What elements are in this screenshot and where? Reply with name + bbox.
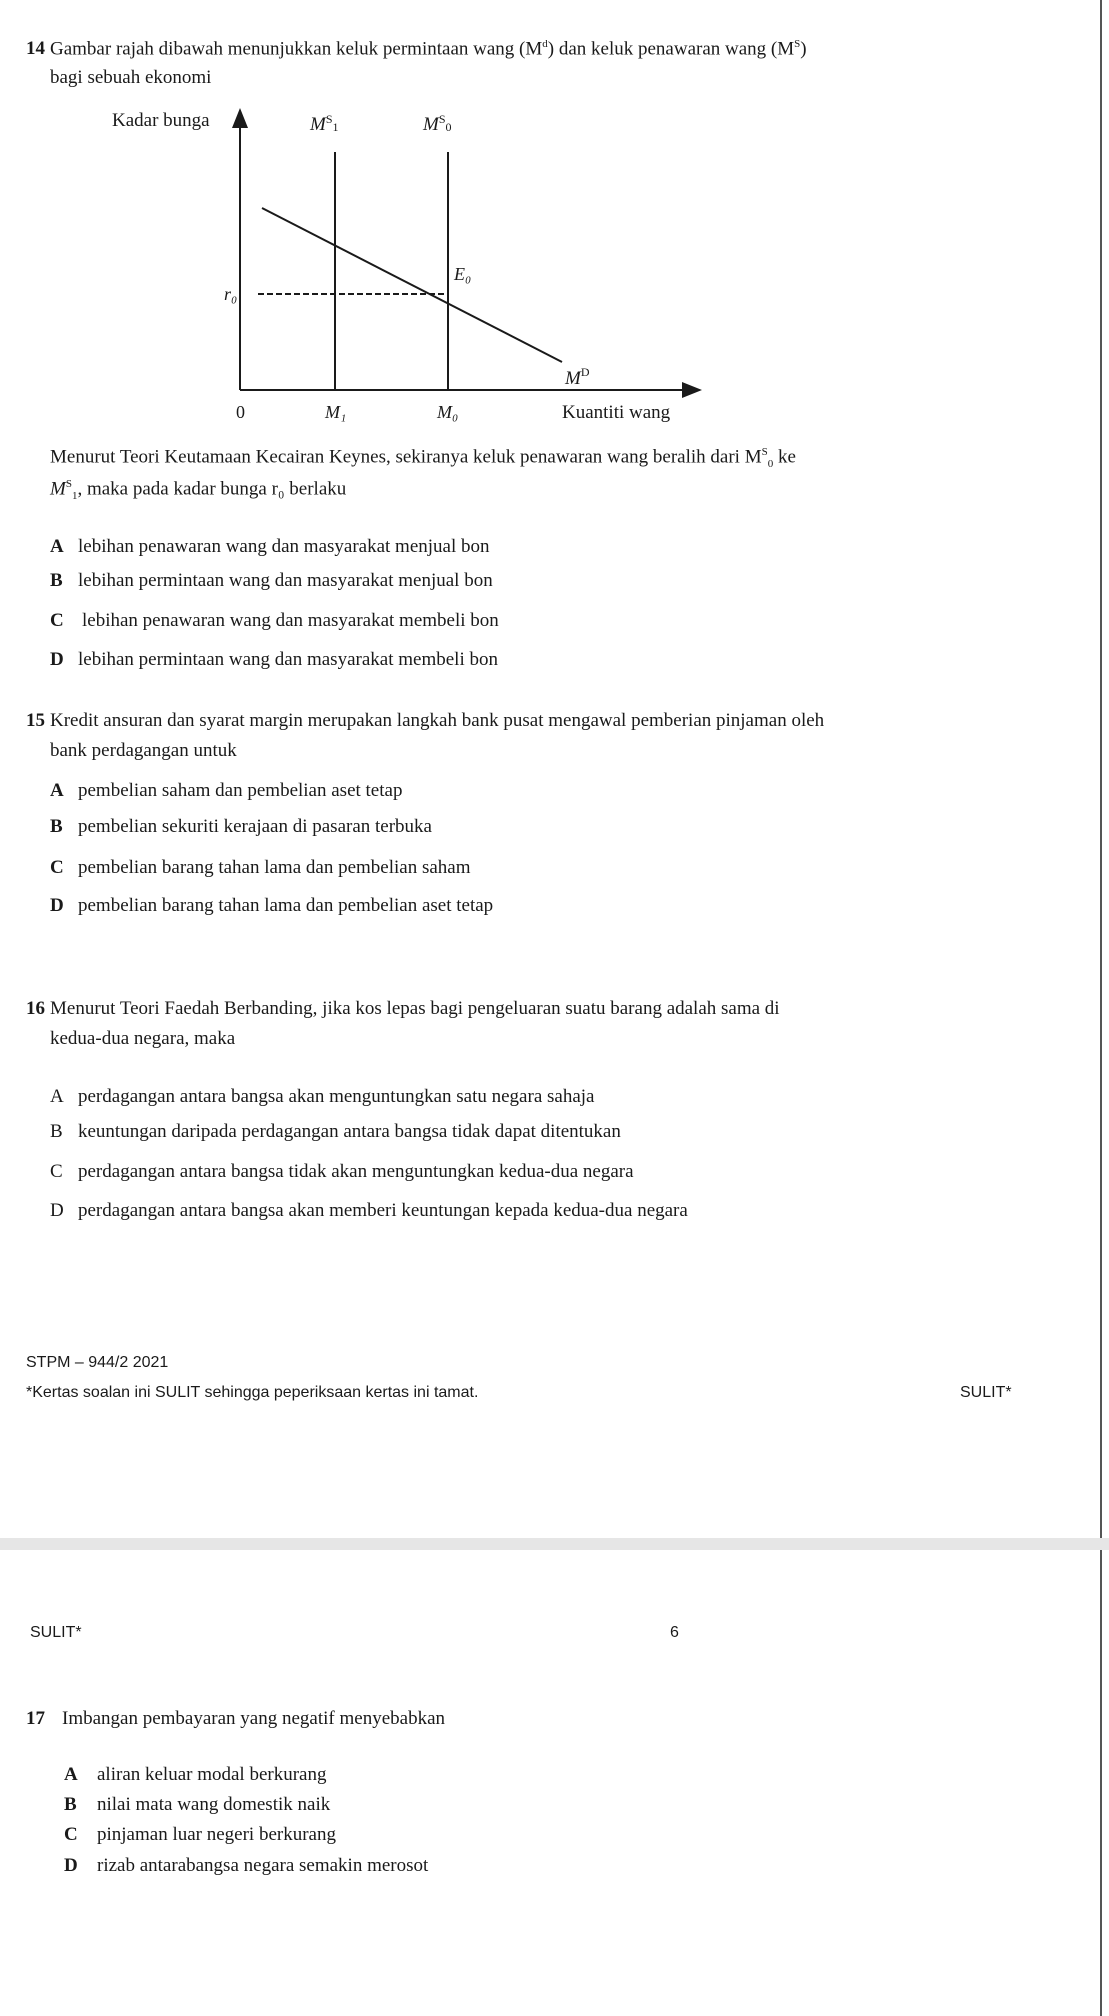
- option-b[interactable]: [64, 1794, 330, 1816]
- y-axis-label: Kadar bunga: [112, 110, 210, 131]
- option-letter: D: [50, 649, 64, 670]
- question-text-line: bagi sebuah ekonomi: [50, 67, 212, 88]
- option-letter: A: [50, 1086, 64, 1107]
- option-a[interactable]: [50, 1086, 594, 1108]
- option-d[interactable]: [64, 1855, 428, 1877]
- sulit-label: SULIT*: [30, 1624, 82, 1641]
- text: ) dan keluk penawaran wang (M: [547, 38, 795, 60]
- text: ): [800, 38, 807, 60]
- sup: S: [794, 38, 801, 50]
- sup: d: [542, 38, 548, 50]
- option-text: perdagangan antara bangsa akan menguntungkan satu negara sahaja: [78, 1086, 595, 1107]
- sup: S: [761, 446, 768, 458]
- question-text-line: Menurut Teori Faedah Berbanding, jika kos lepas bagi pengeluaran suatu barang adalah sama di: [50, 998, 780, 1019]
- x-axis-label: Kuantiti wang: [562, 402, 671, 423]
- page-right-border: [1100, 0, 1102, 2016]
- option-c[interactable]: [64, 1824, 336, 1846]
- question-number: 14: [26, 38, 45, 59]
- option-letter: C: [50, 610, 64, 631]
- option-letter: C: [50, 1161, 63, 1182]
- option-letter: A: [64, 1764, 78, 1785]
- option-letter: B: [50, 570, 63, 591]
- option-text: pembelian barang tahan lama dan pembelian saham: [78, 857, 471, 878]
- text: M: [50, 478, 66, 500]
- question-text-line: kedua-dua negara, maka: [50, 1028, 236, 1049]
- option-text: nilai mata wang domestik naik: [97, 1794, 331, 1815]
- option-text: perdagangan antara bangsa akan memberi keuntungan kepada kedua-dua negara: [78, 1200, 688, 1221]
- md-label: $M^D$: [565, 365, 590, 389]
- text: , maka pada kadar bunga r₀ berlaku: [77, 478, 347, 500]
- option-letter: C: [50, 857, 64, 878]
- r0-label: r₀: [224, 284, 238, 304]
- option-c[interactable]: [50, 610, 499, 632]
- option-c[interactable]: [50, 857, 471, 879]
- option-letter: A: [50, 536, 64, 557]
- m0-label: M₀: [437, 402, 459, 422]
- question-text-line: bank perdagangan untuk: [50, 740, 237, 761]
- question-text-line: [50, 38, 807, 60]
- sub: 0: [767, 458, 774, 471]
- option-text: lebihan penawaran wang dan masyarakat menjual bon: [78, 536, 490, 557]
- sulit-label: SULIT*: [960, 1384, 1012, 1401]
- option-text: lebihan penawaran wang dan masyarakat membeli bon: [82, 610, 499, 631]
- option-letter: A: [50, 780, 64, 801]
- exam-code: STPM – 944/2 2021: [26, 1354, 169, 1371]
- option-letter: D: [50, 895, 64, 916]
- question-number: 15: [26, 710, 45, 731]
- md-curve: [262, 208, 562, 362]
- option-d[interactable]: [50, 649, 498, 671]
- text: Menurut Teori Keutamaan Kecairan Keynes, sekiranya keluk penawaran wang beralih dari M: [50, 446, 762, 468]
- page-separator: [0, 1538, 1109, 1550]
- option-letter: B: [50, 1121, 63, 1142]
- option-text: lebihan permintaan wang dan masyarakat menjual bon: [78, 570, 493, 591]
- question-number: 16: [26, 998, 45, 1019]
- e0-label: E₀: [454, 264, 472, 284]
- option-letter: D: [50, 1200, 64, 1221]
- option-d[interactable]: [50, 895, 493, 917]
- ms0-label: $M^S_0$: [423, 112, 452, 135]
- question-stem-line: [50, 446, 796, 470]
- option-a[interactable]: [50, 780, 402, 802]
- option-letter: B: [50, 816, 63, 837]
- option-a[interactable]: [64, 1764, 326, 1786]
- option-b[interactable]: [50, 570, 493, 592]
- text: ke: [773, 446, 796, 468]
- option-text: perdagangan antara bangsa tidak akan menguntungkan kedua-dua negara: [78, 1161, 634, 1182]
- ms1-label: $M^S_1$: [310, 112, 339, 135]
- question-number: 17: [26, 1708, 45, 1729]
- option-b[interactable]: [50, 816, 432, 838]
- confidential-note: *Kertas soalan ini SULIT sehingga peperiksaan kertas ini tamat.: [26, 1384, 479, 1401]
- option-text: pembelian sekuriti kerajaan di pasaran terbuka: [78, 816, 432, 837]
- option-letter: D: [64, 1855, 78, 1876]
- sup: S: [65, 478, 72, 490]
- question-stem-line: [50, 478, 346, 502]
- option-text: pembelian saham dan pembelian aset tetap: [78, 780, 403, 801]
- money-market-diagram: [0, 100, 760, 430]
- option-c[interactable]: [50, 1161, 634, 1183]
- option-text: aliran keluar modal berkurang: [97, 1764, 327, 1785]
- option-text: pinjaman luar negeri berkurang: [97, 1824, 336, 1845]
- option-text: rizab antarabangsa negara semakin merosot: [97, 1855, 429, 1876]
- sub: 1: [71, 490, 78, 503]
- text: Gambar rajah dibawah menunjukkan keluk permintaan wang (M: [50, 38, 543, 60]
- option-letter: B: [64, 1794, 77, 1815]
- option-a[interactable]: [50, 536, 490, 558]
- option-text: keuntungan daripada perdagangan antara bangsa tidak dapat ditentukan: [78, 1121, 621, 1142]
- option-d[interactable]: [50, 1200, 688, 1222]
- option-b[interactable]: [50, 1121, 621, 1143]
- m1-label: M₁: [325, 402, 347, 422]
- question-text-line: Imbangan pembayaran yang negatif menyebabkan: [62, 1708, 446, 1729]
- option-letter: C: [64, 1824, 78, 1845]
- option-text: pembelian barang tahan lama dan pembelian aset tetap: [78, 895, 494, 916]
- question-text-line: Kredit ansuran dan syarat margin merupakan langkah bank pusat mengawal pemberian pinjaman oleh: [50, 710, 825, 731]
- origin-label: 0: [236, 402, 245, 422]
- option-text: lebihan permintaan wang dan masyarakat membeli bon: [78, 649, 498, 670]
- page-number: 6: [670, 1624, 679, 1641]
